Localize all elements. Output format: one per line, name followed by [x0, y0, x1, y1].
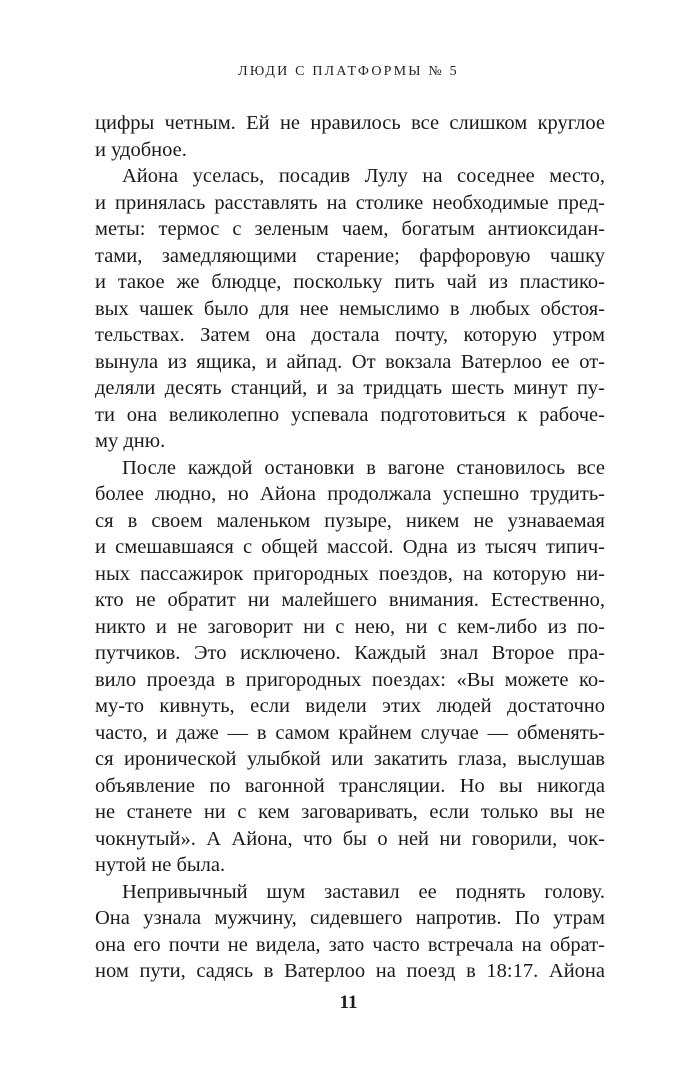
text-line: меты: термос с зеленым чаем, богатым антиоксидан- [95, 218, 605, 240]
text-line: деляли десять станций, и за тридцать шесть минут пу- [95, 377, 605, 399]
text-line: му дню. [95, 430, 166, 452]
paragraph [95, 455, 605, 879]
text-line: и удобное. [95, 138, 187, 161]
text-line: вых чашек было для нее немыслимо в любых обстоя- [95, 297, 605, 320]
text-line: Айона уселась, посадив Лулу на соседнее место, [122, 165, 605, 187]
paragraph [95, 879, 605, 985]
text-line: тами, замедляющими старение; фарфоровую чашку [95, 244, 605, 267]
text-line: никто и не заговорит ни с нею, ни с кем-либо из по- [95, 615, 605, 638]
text-line: кто не обратит ни малейшего внимания. Естественно, [95, 589, 605, 611]
text-line: Непривычный шум заставил ее поднять голову. [122, 880, 605, 903]
text-line: путчиков. Это исключено. Каждый знал Второе пра- [95, 642, 605, 664]
text-line: часто, и даже — в самом крайнем случае — обменять- [95, 721, 605, 744]
text-line: более людно, но Айона продолжала успешно трудить- [95, 483, 605, 505]
paragraph [95, 110, 605, 163]
text-line: вынула из ящика, и айпад. От вокзала Ватерлоо ее от- [95, 350, 605, 373]
text-line: ном пути, садясь в Ватерлоо на поезд в 18:17. Айона [95, 960, 605, 982]
text-line: чокнутый». А Айона, что бы о ней ни говорили, чок- [95, 827, 605, 850]
text-line: вило проезда в пригородных поездах: «Вы можете ко- [95, 668, 605, 691]
text-line: и такое же блюдце, поскольку пить чай из пластико- [95, 271, 605, 293]
text-line: ся иронической улыбкой или закатить глаза, выслушав [95, 748, 605, 770]
text-line: нутой не была. [95, 854, 226, 876]
text-line: ти она великолепно успевала подготовиться к рабоче- [95, 403, 605, 426]
text-line: и принялась расставлять на столике необходимые пред- [95, 191, 605, 214]
text-line: цифры четным. Ей не нравилось все слишком круглое [95, 112, 605, 134]
running-head: ЛЮДИ С ПЛАТФОРМЫ № 5 [238, 64, 459, 79]
text-line: му-то кивнуть, если видели этих людей достаточно [95, 695, 605, 717]
page-number: 11 [339, 992, 358, 1013]
text-line: не станете ни с кем заговаривать, если только вы не [95, 801, 605, 823]
text-line: объявление по вагонной трансляции. Но вы никогда [95, 774, 605, 797]
text-line: она его почти не видела, зато часто встречала на обрат- [95, 933, 605, 956]
text-line: тельствах. Затем она достала почту, которую утром [95, 324, 605, 346]
text-line: После каждой остановки в вагоне становилось все [122, 456, 605, 479]
text-line: Она узнала мужчину, сидевшего напротив. По утрам [95, 907, 605, 929]
body-text [95, 110, 605, 985]
text-line: и смешавшаяся с общей массой. Одна из тысяч типич- [95, 536, 605, 558]
text-line: ся в своем маленьком пузыре, никем не узнаваемая [95, 509, 605, 532]
text-line: ных пассажирок пригородных поездов, на которую ни- [95, 562, 605, 585]
paragraph [95, 163, 605, 455]
